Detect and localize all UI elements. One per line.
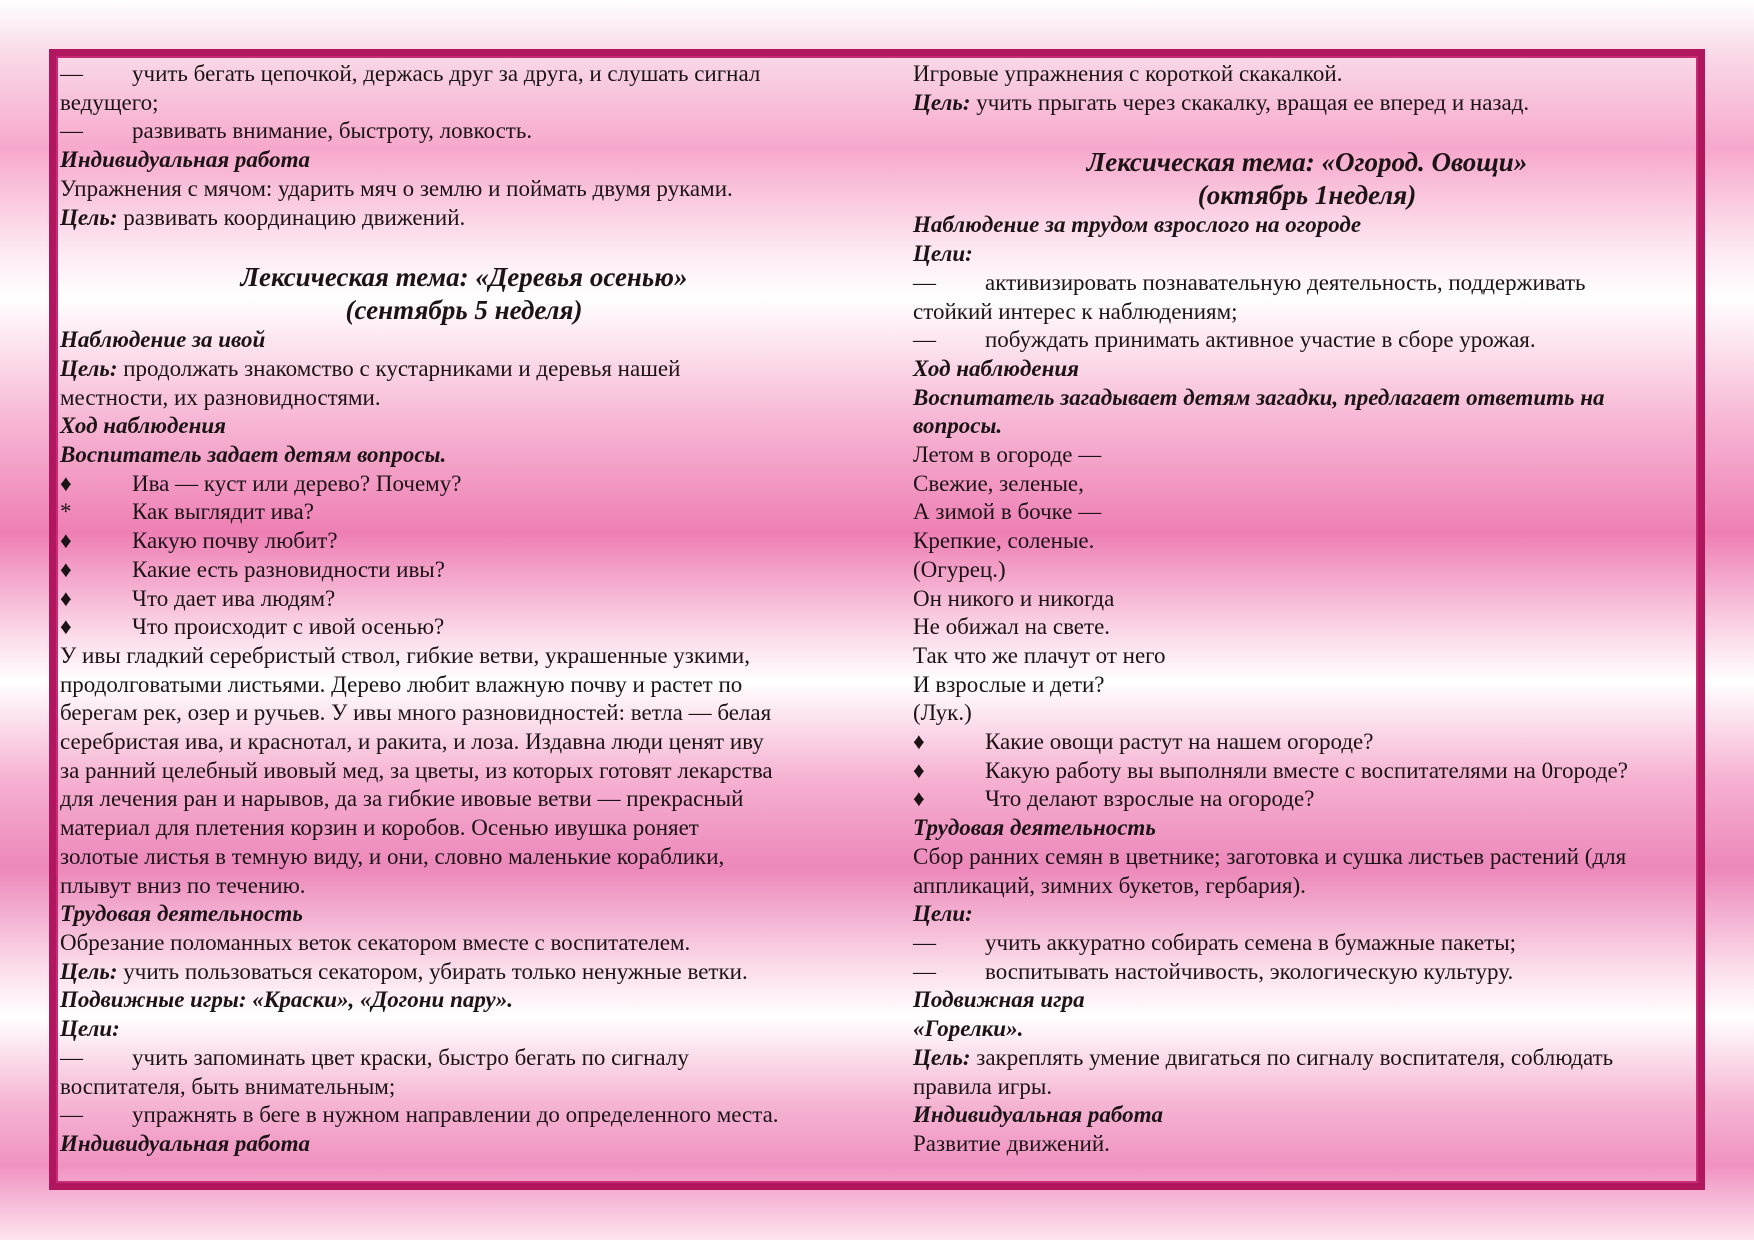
list-item: — побуждать принимать активное участие в сборе урожая. [913, 327, 1536, 353]
lexical-topic-week: (сентябрь 5 неделя) [345, 294, 583, 325]
paragraph-line: серебристая ива, и краснотал, и ракита, и лоза. Издавна люди ценят иву [60, 729, 764, 755]
text-line: Игровые упражнения с короткой скакалкой. [913, 61, 1343, 86]
list-item: — развивать внимание, быстроту, ловкость. [60, 118, 533, 144]
list-item: ♦ Какие есть разновидности ивы? [60, 556, 445, 582]
poem-line: Свежие, зеленые, [913, 470, 1084, 496]
goals-label: Цели: [913, 901, 973, 927]
list-item: ♦ Какую работу вы выполняли вместе с воспитателями на 0городе? [913, 757, 1628, 783]
section-title-labor: Трудовая деятельность [913, 815, 1156, 841]
poem-line: (Лук.) [913, 700, 972, 726]
list-item: — упражнять в беге в нужном направлении до определенного места. [60, 1102, 779, 1128]
list-item: ♦ Что происходит с ивой осенью? [60, 614, 445, 640]
list-item: — активизировать познавательную деятельность, поддерживать [913, 269, 1586, 295]
teacher-questions-intro: Воспитатель задает детям вопросы. [60, 442, 447, 468]
poem-line: Так что же плачут от него [913, 642, 1166, 668]
poem-line: Он никого и никогда [913, 585, 1115, 611]
section-title-individual-work: Индивидуальная работа [913, 1102, 1163, 1128]
left-column [60, 60, 868, 1159]
text-line: стойкий интерес к наблюдениям; [913, 298, 1238, 324]
poem-line: А зимой в бочке — [913, 499, 1102, 525]
list-item: ♦ Ива — куст или дерево? Почему? [60, 470, 462, 496]
text-line: ведущего; [60, 89, 159, 115]
list-item: — учить бегать цепочкой, держась друг за друга, и слушать сигнал [60, 61, 761, 86]
text-line: Сбор ранних семян в цветнике; заготовка и сушка листьев растений (для [913, 843, 1627, 869]
section-title-game: Подвижная игра [913, 987, 1085, 1013]
section-title-individual-work: Индивидуальная работа [60, 1130, 310, 1156]
paragraph-line: У ивы гладкий серебристый ствол, гибкие ветви, украшенные узкими, [60, 642, 750, 668]
goals-label: Цели: [60, 1016, 120, 1042]
section-title-individual-work: Индивидуальная работа [60, 147, 310, 173]
list-item: ♦ Какую почву любит? [60, 528, 338, 554]
text-line: Обрезание поломанных веток секатором вместе с воспитателем. [60, 929, 691, 955]
paragraph-line: для лечения ран и нарывов, да за гибкие ивовые ветви — прекрасный [60, 786, 744, 812]
goal-line: Цель: закреплять умение двигаться по сигналу воспитателя, соблюдать [913, 1044, 1614, 1070]
paragraph-line: за ранний целебный ивовый мед, за цветы, из которых готовят лекарства [60, 757, 773, 783]
poem-line: Летом в огороде — [913, 442, 1102, 468]
list-item: ♦ Какие овощи растут на нашем огороде? [913, 729, 1374, 755]
section-title-observation: Наблюдение за ивой [60, 327, 266, 353]
section-title-labor: Трудовая деятельность [60, 901, 303, 927]
riddles-intro: Воспитатель загадывает детям загадки, предлагает ответить на [913, 384, 1605, 410]
text-line: Развитие движений. [913, 1130, 1110, 1156]
section-title-observation: Наблюдение за трудом взрослого на огороде [913, 212, 1362, 238]
paragraph-line: берегам рек, озер и ручьев. У ивы много разновидностей: ветла — белая [60, 700, 772, 726]
lexical-topic-heading: Лексическая тема: «Деревья осенью» [240, 262, 688, 293]
goal-line: Цель: учить прыгать через скакалку, вращая ее вперед и назад. [913, 89, 1530, 115]
goal-line: Цель: учить пользоваться секатором, убирать только ненужные ветки. [60, 958, 748, 984]
text-line: аппликаций, зимних букетов, гербария). [913, 872, 1306, 898]
poem-line: Не обижал на свете. [913, 614, 1111, 640]
list-item: — воспитывать настойчивость, экологическую культуру. [913, 958, 1514, 984]
goal-line: Цель: продолжать знакомство с кустарниками и деревья нашей [60, 355, 681, 381]
lexical-topic-heading: Лексическая тема: «Огород. Овощи» [1086, 147, 1528, 178]
poem-line: Крепкие, соленые. [913, 528, 1095, 554]
section-title-course: Ход наблюдения [60, 413, 227, 439]
section-title-games: Подвижные игры: «Краски», «Догони пару». [60, 987, 514, 1013]
text-line: правила игры. [913, 1073, 1053, 1099]
goal-line: Цель: развивать координацию движений. [60, 204, 466, 230]
game-name: «Горелки». [913, 1016, 1024, 1042]
poem-line: И взрослые и дети? [913, 671, 1105, 697]
list-item: — учить запоминать цвет краски, быстро бегать по сигналу [60, 1044, 689, 1070]
paragraph-line: продолговатыми листьями. Дерево любит влажную почву и растет по [60, 671, 743, 697]
right-column [913, 60, 1701, 1159]
list-item: — учить аккуратно собирать семена в бумажные пакеты; [913, 929, 1517, 955]
paragraph-line: золотые листья в темную виду, и они, словно маленькие кораблики, [60, 843, 725, 869]
riddles-intro: вопросы. [913, 413, 1003, 439]
list-item: * Как выглядит ива? [60, 499, 314, 525]
section-title-course: Ход наблюдения [913, 355, 1080, 381]
list-item: ♦ Что делают взрослые на огороде? [913, 786, 1315, 812]
lexical-topic-week: (октябрь 1неделя) [1197, 179, 1417, 210]
text-line: воспитателя, быть внимательным; [60, 1073, 396, 1099]
paragraph-line: материал для плетения корзин и коробов. Осенью ивушка роняет [60, 815, 699, 841]
poem-line: (Огурец.) [913, 556, 1006, 582]
text-line: местности, их разновидностями. [60, 384, 381, 410]
goals-label: Цели: [913, 241, 973, 267]
paragraph-line: плывут вниз по течению. [60, 872, 306, 898]
text-line: Упражнения с мячом: ударить мяч о землю и поймать двумя руками. [60, 175, 733, 201]
list-item: ♦ Что дает ива людям? [60, 585, 336, 611]
